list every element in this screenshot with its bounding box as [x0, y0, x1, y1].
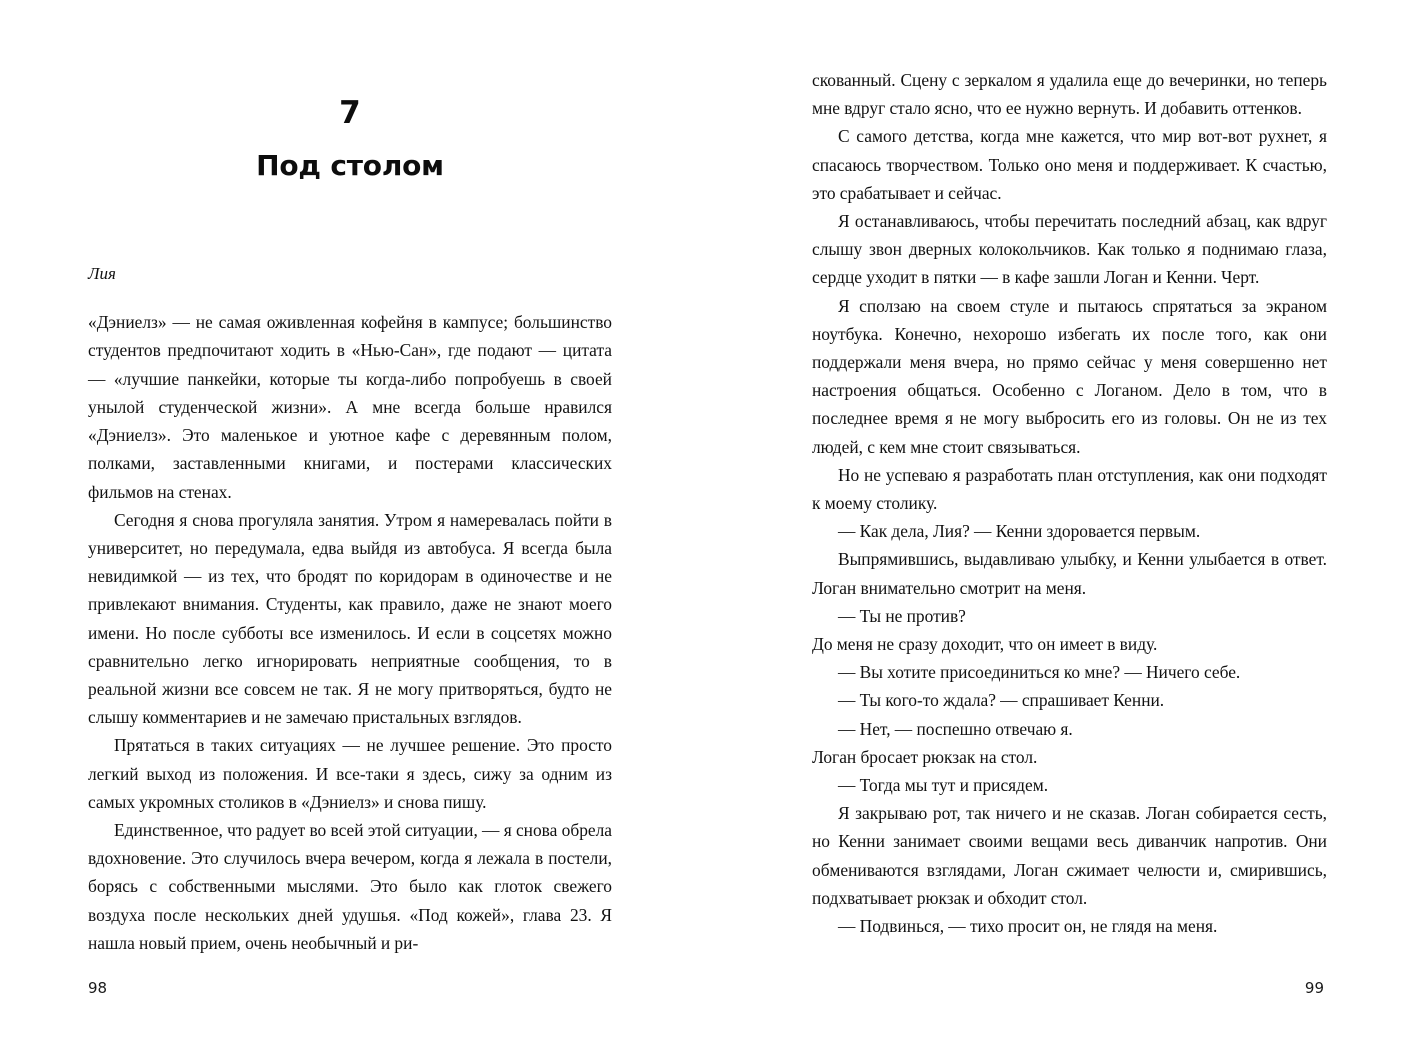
chapter-title: Под столом	[256, 149, 444, 183]
paragraph: До меня не сразу доходит, что он имеет в виду.	[812, 634, 1158, 655]
dialogue-line: — Ты кого-то ждала? — спрашивает Кенни.	[838, 690, 1165, 711]
chapter-heading	[88, 0, 612, 182]
page-number-right: 99	[1304, 979, 1324, 997]
paragraph-continuation: скованный. Сцену с зеркалом я удалила еще до вечеринки, но теперь мне вдруг стало ясно, что ее нужно вернуть. И добавить оттенков.	[812, 70, 1327, 119]
paragraph: Сегодня я снова прогуляла занятия. Утром я намеревалась пойти в университет, но передумала, едва выйдя из автобуса. Я всегда была невидимкой — из тех, что бродят по коридорам в одиночестве и не привлекают внимания. Студенты, как правило, даже не знают моего имени. Но после субботы все изменилось. И если в соцсетях можно сравнительно легко игнорировать неприятные сообщения, то в реальной жизни все совсем не так. Я не могу притворяться, будто не слышу комментариев и не замечаю пристальных взглядов.	[88, 509, 612, 728]
right-text-column	[812, 0, 1327, 940]
narrator-byline: Лия	[88, 264, 116, 284]
paragraph: Но не успеваю я разработать план отступления, как они подходят к моему столику.	[812, 464, 1327, 514]
paragraph: Я закрываю рот, так ничего и не сказав. Логан собирается сесть, но Кенни занимает своими вещами весь диванчик напротив. Они обмениваются взглядами, Логан сжимает челюсти и, смирившись, подхватывает рюкзак и обходит стол.	[812, 803, 1327, 908]
paragraph: «Дэниелз» — не самая оживленная кофейня в кампусе; большинство студентов предпочитают ходить в «Нью-Сан», где подают — цитата — «лучшие панкейки, которые ты когда-либо попробуешь в своей унылой студенческой жизни». А мне всегда больше нравился «Дэниелз». Это маленькое и уютное кафе с деревянным полом, полками, заставленными книгами, и постерами классических фильмов на стенах.	[88, 312, 612, 502]
chapter-number: 7	[339, 95, 361, 131]
dialogue-line: — Тогда мы тут и присядем.	[838, 775, 1049, 796]
paragraph: Я останавливаюсь, чтобы перечитать последний абзац, как вдруг слышу звон дверных колокольчиков. Как только я поднимаю глаза, сердце уходит в пятки — в кафе зашли Логан и Кенни. Черт.	[812, 211, 1327, 288]
dialogue-line: — Как дела, Лия? — Кенни здоровается первым.	[838, 521, 1201, 542]
paragraph: Выпрямившись, выдавливаю улыбку, и Кенни улыбается в ответ. Логан внимательно смотрит на меня.	[812, 549, 1327, 598]
paragraph: С самого детства, когда мне кажется, что мир вот-вот рухнет, я спасаюсь творчеством. Только оно меня и поддерживает. К счастью, это срабатывает и сейчас.	[812, 126, 1327, 203]
dialogue-line: — Ты не против?	[838, 605, 966, 626]
left-text-column	[88, 0, 612, 957]
paragraph: Я сползаю на своем стуле и пытаюсь спрятаться за экраном ноутбука. Конечно, нехорошо избегать их после того, как они поддержали меня вчера, но прямо сейчас у меня совершенно нет настроения общаться. Особенно с Логаном. Дело в том, что в последнее время я не могу выбросить его из головы. Он не из тех людей, с кем мне стоит связываться.	[812, 295, 1327, 457]
right-page	[705, 0, 1410, 1050]
dialogue-line: — Нет, — поспешно отвечаю я.	[838, 718, 1073, 739]
page-number-left: 98	[88, 979, 108, 997]
dialogue-line: — Подвинься, — тихо просит он, не глядя на меня.	[838, 916, 1218, 937]
paragraph: Логан бросает рюкзак на стол.	[812, 746, 1038, 767]
paragraph: Прятаться в таких ситуациях — не лучшее решение. Это просто легкий выход из положения. И все-таки я здесь, сижу за одним из самых укромных столиков в «Дэниелз» и снова пишу.	[88, 735, 612, 812]
left-body-text	[88, 308, 612, 957]
dialogue-line: — Вы хотите присоединиться ко мне? — Ничего себе.	[838, 662, 1241, 683]
paragraph: Единственное, что радует во всей этой ситуации, — я снова обрела вдохновение. Это случилось вчера вечером, когда я лежала в постели, борясь с собственными мыслями. Это было как глоток свежего воздуха после нескольких дней удушья. «Под кожей», глава 23. Я нашла новый прием, очень необычный и ри-	[88, 819, 612, 953]
